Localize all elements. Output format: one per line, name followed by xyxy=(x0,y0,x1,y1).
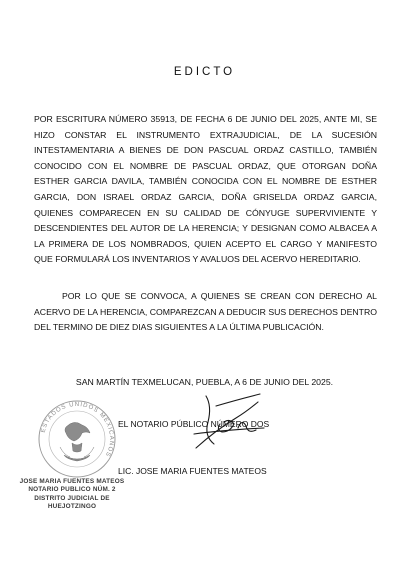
document-title: EDICTO xyxy=(173,66,236,78)
stamp-line-office: NOTARIO PUBLICO NÚM. 2 xyxy=(28,486,116,494)
stamp-line-name: JOSE MARIA FUENTES MATEOS xyxy=(19,478,125,485)
notary-stamp xyxy=(12,478,132,512)
stamp-line-district: DISTRITO JUDICIAL DE HUEJOTZINGO xyxy=(34,494,110,511)
notary-name: LIC. JOSE MARIA FUENTES MATEOS xyxy=(118,466,267,476)
paragraph-deed: POR ESCRITURA NÚMERO 35913, DE FECHA 6 DE JUNIO DEL 2025, ANTE MI, SE HIZO CONSTAR EL INSTRUMENTO EXTRAJUDICIAL, DE LA SUCESIÓN INTESTAMENTARIA A BIENES DE DON PASCUAL ORDAZ CASTILLO, TAMBIÉN CONOCIDO CON EL NOMBRE DE PASCUAL ORDAZ, QUE OTORGAN DOÑA ESTHER GARCIA DAVILA, TAMBIÉN CONOCIDA CON EL NOMBRE DE ESTHER GARCIA, DON ISRAEL ORDAZ GARCIA, DOÑA GRISELDA ORDAZ GARCIA, QUIENES COMPARECEN EN SU CALIDAD DE CÓNYUGE SUPERVIVIENTE Y DESCENDIENTES DEL AUTOR DE LA HERENCIA; Y DESIGNAN COMO ALBACEA A LA PRIMERA DE LOS NOMBRADOS, QUIEN ACEPTO EL CARGO Y MANIFESTO QUE FORMULARÁ LOS INVENTARIOS Y AVALUOS DEL ACERVO HEREDITARIO. xyxy=(34,114,377,265)
seal-ring-text: ESTADOS UNIDOS MEXICANOS xyxy=(40,401,115,458)
mexican-coat-of-arms-seal-icon xyxy=(36,397,118,481)
place-and-date: SAN MARTÍN TEXMELUCAN, PUEBLA, A 6 DE JUNIO DEL 2025. xyxy=(75,377,334,387)
paragraph-summons: POR LO QUE SE CONVOCA, A QUIENES SE CREAN CON DERECHO AL ACERVO DE LA HERENCIA, COMPAREZCAN A DEDUCIR SUS DERECHOS DENTRO DEL TERMINO DE DIEZ DIAS SIGUIENTES A LA ÚLTIMA PUBLICACIÓN. xyxy=(34,291,377,333)
notary-title: EL NOTARIO PÚBLICO NÚMERO DOS xyxy=(118,419,270,429)
